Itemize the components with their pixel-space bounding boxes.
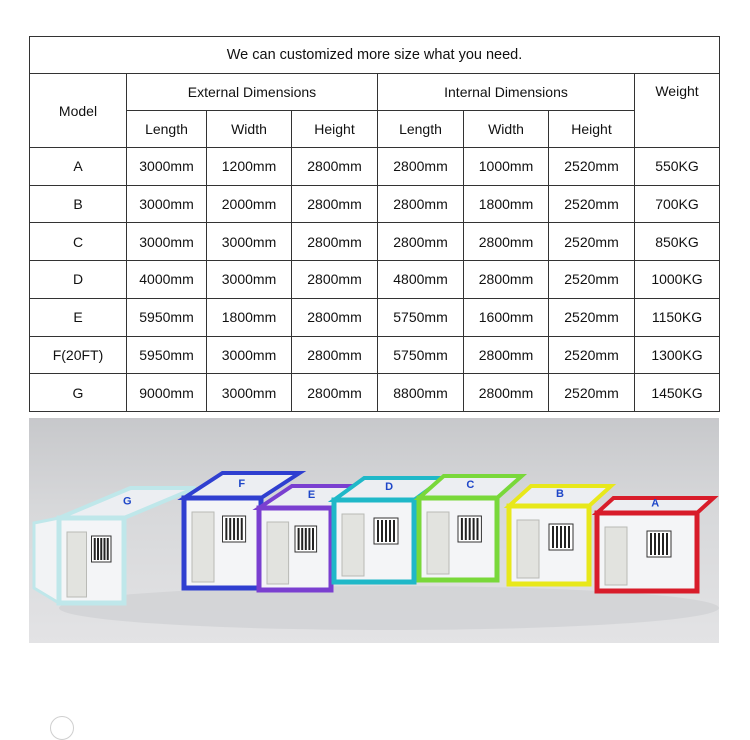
ext-length-cell: 4000mm <box>127 261 207 299</box>
container-roof-label: E <box>307 489 316 502</box>
partial-circle-icon <box>50 716 74 740</box>
ext-height-cell: 2800mm <box>292 298 378 336</box>
model-cell: E <box>30 298 127 336</box>
int-length-cell: 2800mm <box>378 223 464 261</box>
ext-height-header: Height <box>292 111 378 148</box>
table-row <box>30 336 720 374</box>
int-width-cell: 2800mm <box>464 374 549 412</box>
weight-cell: 850KG <box>635 223 720 261</box>
container-door <box>192 512 214 582</box>
int-width-cell: 1000mm <box>464 148 549 186</box>
ext-length-cell: 3000mm <box>127 148 207 186</box>
container-G <box>34 488 196 603</box>
ext-height-cell: 2800mm <box>292 336 378 374</box>
weight-cell: 1450KG <box>635 374 720 412</box>
int-height-header: Height <box>549 111 635 148</box>
model-header: Model <box>30 74 127 148</box>
table-row <box>30 148 720 186</box>
weight-cell: 1150KG <box>635 298 720 336</box>
ext-height-cell: 2800mm <box>292 374 378 412</box>
ext-width-cell: 3000mm <box>207 336 292 374</box>
ext-width-header: Width <box>207 111 292 148</box>
int-length-cell: 4800mm <box>378 261 464 299</box>
int-height-cell: 2520mm <box>549 298 635 336</box>
container-roof-label: C <box>466 479 475 492</box>
int-width-header: Width <box>464 111 549 148</box>
int-length-cell: 5750mm <box>378 298 464 336</box>
model-cell: C <box>30 223 127 261</box>
int-height-cell: 2520mm <box>549 148 635 186</box>
container-door <box>67 532 87 597</box>
int-length-cell: 2800mm <box>378 148 464 186</box>
container-door <box>605 527 627 585</box>
ext-width-cell: 1200mm <box>207 148 292 186</box>
ext-width-cell: 3000mm <box>207 223 292 261</box>
int-length-cell: 8800mm <box>378 374 464 412</box>
external-dimensions-header: External Dimensions <box>127 74 378 111</box>
ext-width-cell: 2000mm <box>207 185 292 223</box>
ext-width-cell: 3000mm <box>207 374 292 412</box>
int-width-cell: 2800mm <box>464 223 549 261</box>
table-row <box>30 374 720 412</box>
container-roof-label: G <box>122 495 132 508</box>
ext-length-header: Length <box>127 111 207 148</box>
container-lineup-illustration <box>29 418 719 643</box>
weight-cell: 700KG <box>635 185 720 223</box>
ext-height-cell: 2800mm <box>292 223 378 261</box>
ext-height-cell: 2800mm <box>292 185 378 223</box>
int-width-cell: 1800mm <box>464 185 549 223</box>
int-width-cell: 2800mm <box>464 261 549 299</box>
container-roof-label: B <box>556 488 564 500</box>
container-C <box>419 476 522 580</box>
ext-length-cell: 5950mm <box>127 336 207 374</box>
model-cell: B <box>30 185 127 223</box>
container-side <box>34 518 59 603</box>
weight-cell: 550KG <box>635 148 720 186</box>
int-length-cell: 2800mm <box>378 185 464 223</box>
int-width-cell: 2800mm <box>464 336 549 374</box>
ext-length-cell: 9000mm <box>127 374 207 412</box>
ext-width-cell: 3000mm <box>207 261 292 299</box>
int-height-cell: 2520mm <box>549 374 635 412</box>
model-cell: G <box>30 374 127 412</box>
container-roof-label: F <box>238 477 246 490</box>
model-cell: D <box>30 261 127 299</box>
ext-length-cell: 3000mm <box>127 185 207 223</box>
ext-length-cell: 3000mm <box>127 223 207 261</box>
container-door <box>342 514 364 576</box>
internal-dimensions-header: Internal Dimensions <box>378 74 635 111</box>
weight-cell: 1000KG <box>635 261 720 299</box>
int-height-cell: 2520mm <box>549 185 635 223</box>
ext-height-cell: 2800mm <box>292 261 378 299</box>
ext-length-cell: 5950mm <box>127 298 207 336</box>
table-row <box>30 298 720 336</box>
weight-cell: 1300KG <box>635 336 720 374</box>
weight-header: Weight <box>635 74 720 148</box>
int-width-cell: 1600mm <box>464 298 549 336</box>
container-A <box>597 497 714 591</box>
int-height-cell: 2520mm <box>549 223 635 261</box>
container-door <box>427 512 449 574</box>
table-row <box>30 223 720 261</box>
container-roof-label: A <box>651 497 660 510</box>
size-spec-table <box>29 36 720 412</box>
container-door <box>267 522 289 584</box>
container-lineup-render <box>29 418 719 643</box>
table-caption: We can customized more size what you need. <box>30 37 720 74</box>
int-length-cell: 5750mm <box>378 336 464 374</box>
container-roof-label: D <box>385 481 394 494</box>
int-height-cell: 2520mm <box>549 336 635 374</box>
model-cell: A <box>30 148 127 186</box>
int-height-cell: 2520mm <box>549 261 635 299</box>
container-door <box>517 520 539 578</box>
ext-height-cell: 2800mm <box>292 148 378 186</box>
table-row <box>30 185 720 223</box>
ext-width-cell: 1800mm <box>207 298 292 336</box>
int-length-header: Length <box>378 111 464 148</box>
model-cell: F(20FT) <box>30 336 127 374</box>
table-row <box>30 261 720 299</box>
